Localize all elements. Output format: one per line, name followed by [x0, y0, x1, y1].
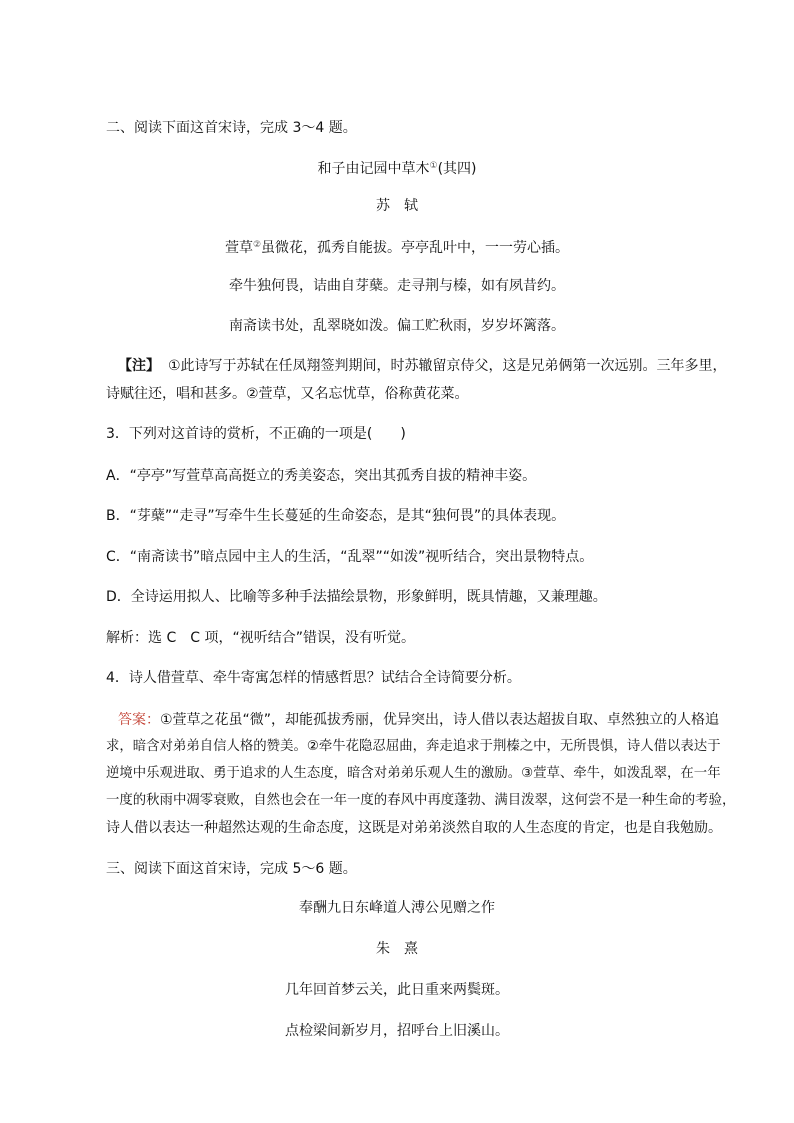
q3-analysis: 解析：选 C C 项，“视听结合”错误，没有听觉。 [106, 630, 415, 646]
poem-line-1-start: 萱草 [224, 240, 253, 256]
note-line-2: 诗赋往还，唱和甚多。②萱草，又名忘忧草，俗称黄花菜。 [106, 386, 469, 402]
section3-heading: 三、阅读下面这首宋诗，完成 5～6 题。 [106, 861, 357, 877]
answer-label: 答案： [118, 712, 160, 728]
poem-line-2: 牵牛独何畏，诘曲自芽蘖。走寻荆与榛，如有夙昔约。 [229, 278, 565, 294]
answer-line-2: 求，暗含对弟弟自信人格的赞美。②牵牛花隐忍屈曲，奔走追求于荆榛之中，无所畏惧，诗人借以表达于 [106, 739, 721, 754]
poem-line-1 [0, 235, 794, 258]
answer-line-4: 一度的秋雨中凋零衰败，自然也会在一年一度的春风中再度蓬勃、满目泼翠，这何尝不是一种生命的考验， [106, 793, 736, 808]
poem-title-suffix: (其四) [437, 161, 477, 177]
poem2-line-1: 几年回首梦云关，此日重来两鬓斑。 [285, 982, 509, 998]
footnote-marker: ② [252, 240, 262, 250]
option-d: D．全诗运用拟人、比喻等多种手法描绘景物，形象鲜明，既具情趣，又兼理趣。 [106, 589, 607, 605]
answer-line-1 [118, 710, 719, 730]
answer-line-5: 诗人借以表达一种超然达观的生命态度，这既是对弟弟淡然自取的人生态度的肯定，也是自我勉励。 [106, 820, 722, 836]
option-b: B．“芽蘖”“走寻”写牵牛生长蔓延的生命姿态，是其“独何畏”的具体表现。 [106, 508, 566, 524]
poem-title-text: 和子由记园中草木 [317, 161, 430, 177]
footnote-marker: ① [429, 161, 438, 171]
poem-title [0, 156, 794, 179]
question-3: 3．下列对这首诗的赏析，不正确的一项是( ) [106, 426, 406, 442]
poem2-title: 奉酬九日东峰道人溥公见赠之作 [299, 900, 495, 916]
section2-heading: 二、阅读下面这首宋诗，完成 3～4 题。 [106, 120, 357, 136]
note-line-1 [118, 356, 727, 376]
poem-line-1-rest: 虽微花，孤秀自能拔。亭亭乱叶中，一一劳心插。 [261, 240, 570, 256]
answer-text: ①萱草之花虽“微”，却能孤拔秀丽，优异突出，诗人借以表达超拔自取、卓然独立的人格追 [160, 712, 720, 728]
note-label: 【注】 [118, 358, 160, 374]
poem-line-3: 南斋读书处，乱翠晓如泼。偏工贮秋雨，岁岁坏篱落。 [229, 318, 565, 334]
option-a: A．“亭亭”写萱草高高挺立的秀美姿态，突出其孤秀自拔的精神丰姿。 [106, 468, 537, 484]
option-c: C．“南斋读书”暗点园中主人的生活，“乱翠”“如泼”视听结合，突出景物特点。 [106, 549, 594, 565]
poem2-author: 朱 熹 [376, 941, 418, 957]
answer-line-3: 逆境中乐观进取、勇于追求的人生态度，暗含对弟弟乐观人生的激励。③萱草、牵牛，如泼乱翠，在一年 [106, 766, 721, 781]
poem2-line-2: 点检梁间新岁月，招呼台上旧溪山。 [285, 1023, 509, 1039]
note-text: ①此诗写于苏轼在任凤翔签判期间，时苏辙留京侍父，这是兄弟俩第一次远别。三年多里， [168, 358, 727, 374]
poem-author: 苏 轼 [376, 198, 418, 214]
question-4: 4．诗人借萱草、牵牛寄寓怎样的情感哲思？试结合全诗简要分析。 [106, 670, 521, 686]
